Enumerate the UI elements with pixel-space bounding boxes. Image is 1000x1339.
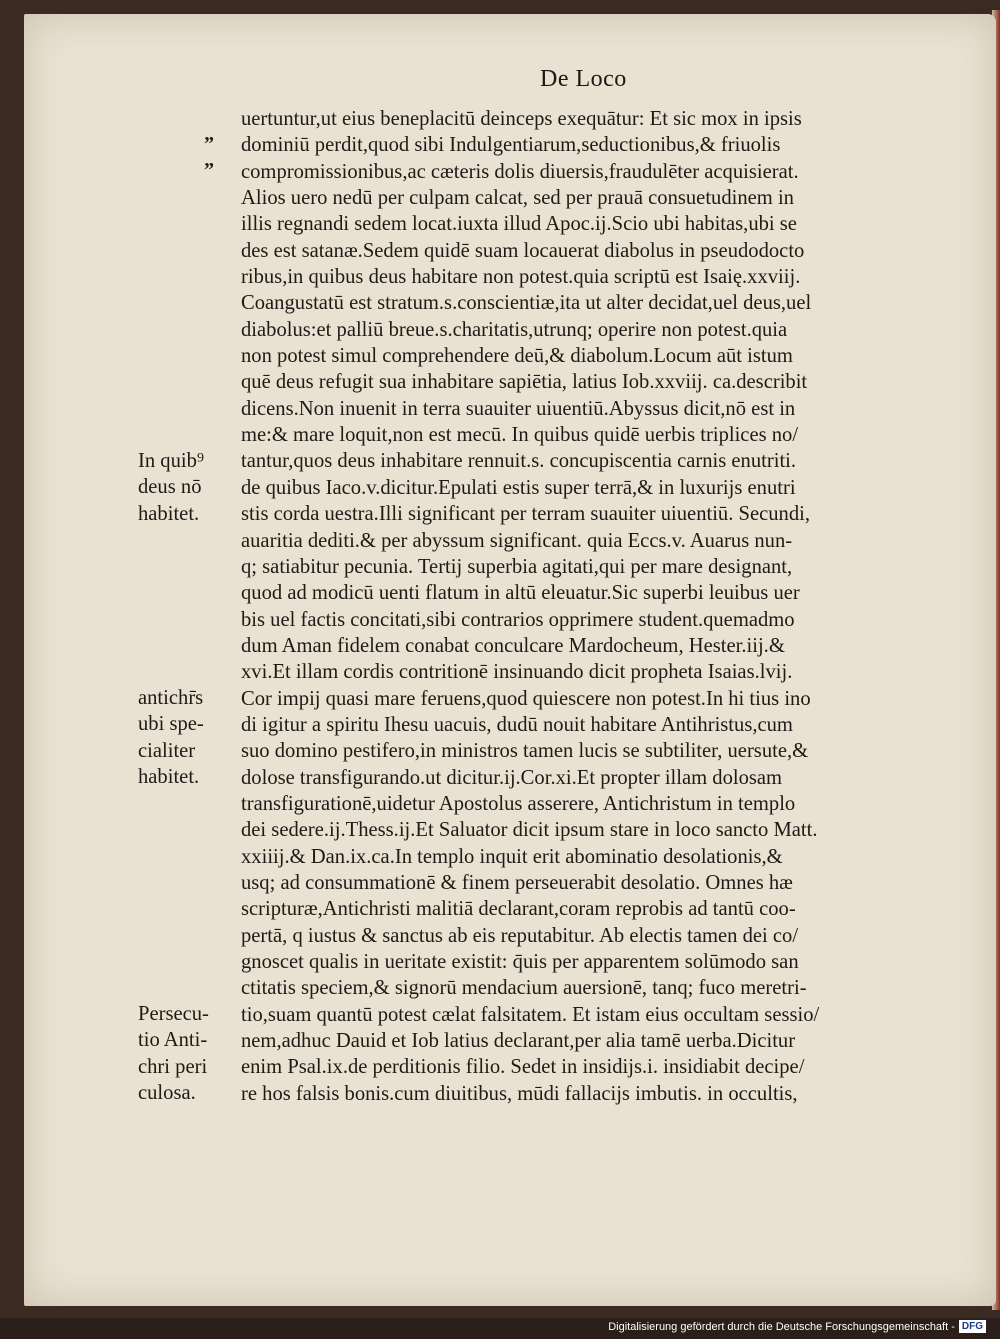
text-line: Cor impij quasi mare feruens,quod quiescere non potest.In hi tius ino bbox=[241, 687, 811, 710]
body-text bbox=[241, 106, 935, 1107]
text-line: bis uel factis concitati,sibi contrarios opprimere student.quemadmo bbox=[241, 608, 795, 631]
text-line: q; satiabitur pecunia. Tertij superbia agitati,qui per mare designant, bbox=[241, 555, 793, 578]
text-line: Alios uero nedū per culpam calcat, sed per prauā consuetudinem in bbox=[241, 187, 794, 210]
margin-note-line: habitet. bbox=[138, 502, 200, 525]
text-line: de quibus Iaco.v.dicitur.Epulati estis super terrā,& in luxurijs enutri bbox=[241, 476, 796, 499]
margin-note-line: antichr̄s bbox=[138, 687, 204, 709]
text-line: scripturæ,Antichristi malitiā declarant,coram reprobis ad tantū coo- bbox=[241, 898, 796, 921]
text-line: non potest simul comprehendere deū,& diabolum.Locum aūt istum bbox=[241, 345, 793, 368]
text-line: des est satanæ.Sedem quidē suam locauerat diabolus in pseudodocto bbox=[241, 239, 805, 262]
dfg-logo: DFG bbox=[959, 1320, 986, 1333]
footer-credit bbox=[608, 1320, 986, 1333]
text-line: diabolus:et palliū breue.s.charitatis,utrunq; operire non potest.quia bbox=[241, 318, 788, 341]
text-line: compromissionibus,ac cæteris dolis diuersis,fraudulēter acquisierat. bbox=[241, 160, 799, 183]
text-line: dei sedere.ij.Thess.ij.Et Saluator dicit ipsum stare in loco sancto Matt. bbox=[241, 819, 818, 842]
margin-note-line: cialiter bbox=[138, 739, 196, 762]
margin-note-line: In quib⁹ bbox=[138, 450, 205, 472]
quote-mark-1: ” bbox=[204, 133, 214, 155]
margin-note-persecutio bbox=[138, 1001, 209, 1106]
text-line: Coangustatū est stratum.s.conscientiæ,ita ut alter decidat,uel deus,uel bbox=[241, 292, 812, 315]
text-line: stis corda uestra.Illi significant per terram suauiter uiuentiū. Secundi, bbox=[241, 503, 811, 526]
text-line: ctitatis speciem,& signorū mendacium auersionē, tanq; fuco meretri- bbox=[241, 977, 807, 1000]
text-line: tantur,quos deus inhabitare rennuit.s. concupiscentia carnis enutriti. bbox=[241, 450, 797, 473]
text-line: enim Psal.ix.de perditionis filio. Sedet in insidijs.i. insidiabit decipe/ bbox=[241, 1056, 805, 1079]
footer-text: Digitalisierung gefördert durch die Deutsche Forschungsgemeinschaft - bbox=[608, 1320, 955, 1333]
margin-note-line: chri peri bbox=[138, 1055, 208, 1078]
text-line: pertā, q iustus & sanctus ab eis reputabitur. Ab electis tamen dei co/ bbox=[241, 924, 799, 947]
running-head: De Loco bbox=[540, 66, 627, 92]
margin-note-line: culosa. bbox=[138, 1082, 196, 1105]
text-line: dominiū perdit,quod sibi Indulgentiarum,seductionibus,& friuolis bbox=[241, 134, 781, 157]
text-line: ribus,in quibus deus habitare non potest.quia scriptū est Isaię.xxviij. bbox=[241, 266, 801, 289]
text-line: usq; ad consummationē & finem perseuerabit desolatio. Omnes hæ bbox=[241, 871, 793, 894]
text-line: dicens.Non inuenit in terra suauiter uiuentiū.Abyssus dicit,nō est in bbox=[241, 397, 796, 420]
text-line: suo domino pestifero,in ministros tamen lucis se subtiliter, uersute,& bbox=[241, 740, 809, 763]
text-line: gnoscet qualis in ueritate existit: q̄uis per apparentem solūmodo san bbox=[241, 951, 799, 973]
text-line: xxiiij.& Dan.ix.ca.In templo inquit erit abominatio desolationis,& bbox=[241, 845, 783, 868]
text-line: quē deus refugit sua inhabitare sapiētia, latius Iob.xxviij. ca.describit bbox=[241, 371, 808, 394]
text-line: uertuntur,ut eius beneplacitū deinceps exequātur: Et sic mox in ipsis bbox=[241, 108, 802, 130]
text-line: di igitur a spiritu Ihesu uacuis, dudū nouit habitare Antihristus,cum bbox=[241, 713, 793, 736]
quote-mark-2: ” bbox=[204, 159, 214, 181]
margin-note-line: ubi spe- bbox=[138, 713, 204, 736]
text-line: re hos falsis bonis.cum diuitibus, mūdi fallacijs imbutis. in occultis, bbox=[241, 1082, 798, 1105]
margin-note-in-quibus bbox=[138, 448, 204, 527]
text-line: dum Aman fidelem conabat conculcare Mardocheum, Hester.iij.& bbox=[241, 634, 785, 657]
margin-note-antichristus bbox=[138, 685, 204, 790]
margin-note-line: tio Anti- bbox=[138, 1029, 208, 1052]
text-line: tio,suam quantū potest cælat falsitatem. Et istam eius occultam sessio/ bbox=[241, 1003, 820, 1026]
text-line: transfigurationē,uidetur Apostolus asserere, Antichristum in templo bbox=[241, 792, 796, 815]
text-line: dolose transfigurando.ut dicitur.ij.Cor.xi.Et propter illam dolosam bbox=[241, 766, 783, 789]
text-line: illis regnandi sedem locat.iuxta illud Apoc.ij.Scio ubi habitas,ubi se bbox=[241, 213, 797, 236]
text-line: quod ad modicū uenti flatum in altū eleuatur.Sic superbi leuibus uer bbox=[241, 582, 800, 605]
margin-note-line: habitet. bbox=[138, 766, 200, 789]
text-line: me:& mare loquit,non est mecū. In quibus quidē uerbis triplices no/ bbox=[241, 424, 799, 447]
text-line: xvi.Et illam cordis contritionē insinuando dicit propheta Isaias.lvij. bbox=[241, 661, 793, 684]
margin-note-line: deus nō bbox=[138, 476, 202, 499]
margin-note-line: Persecu- bbox=[138, 1003, 209, 1025]
text-line: auaritia dediti.& per abyssum significant. quia Eccs.v. Auarus nun- bbox=[241, 529, 793, 552]
text-line: nem,adhuc Dauid et Iob latius declarant,per alia tamē uerba.Dicitur bbox=[241, 1030, 796, 1053]
